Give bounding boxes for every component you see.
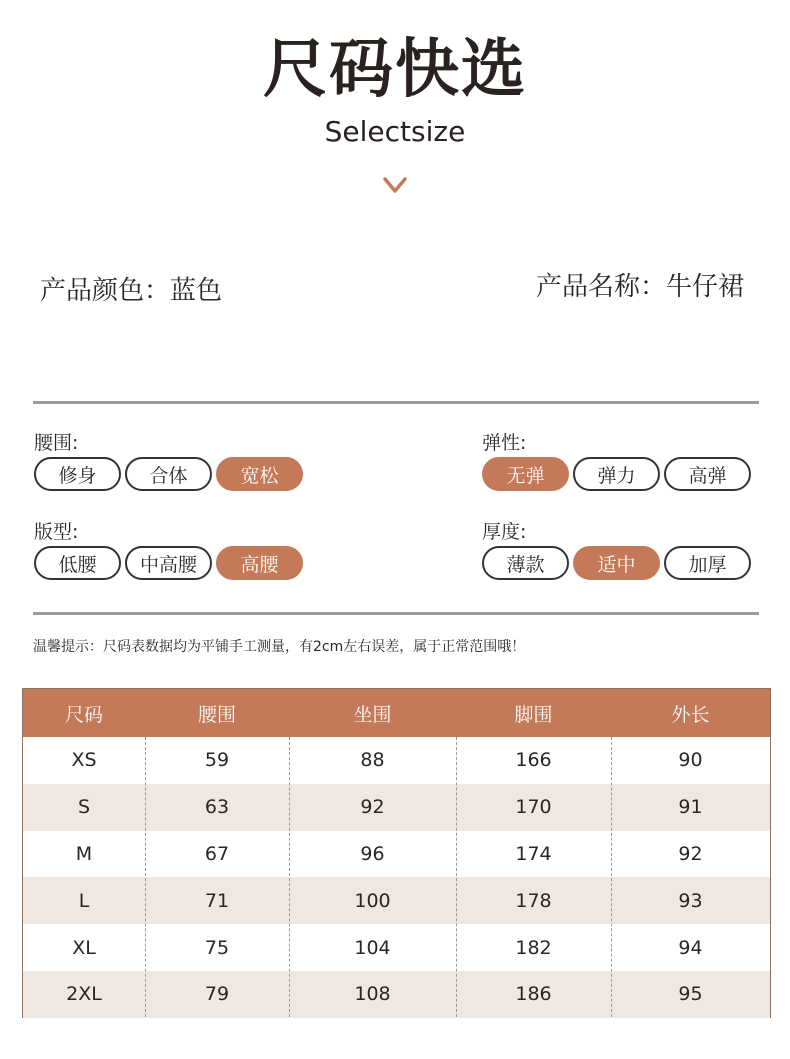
elasticity-option[interactable]: 无弹 [482, 457, 569, 491]
table-header [23, 689, 770, 737]
style-option[interactable]: 中高腰 [125, 546, 212, 580]
table-cell: 71 [204, 889, 230, 912]
elasticity-options [482, 457, 751, 491]
table-cell: 170 [515, 796, 552, 819]
elasticity-option[interactable]: 弹力 [573, 457, 660, 491]
page-subtitle: Selectsize [324, 115, 466, 148]
style-options [34, 546, 303, 580]
table-cell: 104 [354, 936, 391, 959]
table-cell: 100 [354, 889, 391, 912]
column-divider [456, 737, 457, 1017]
table-cell: XS [71, 749, 97, 772]
waist-option[interactable]: 宽松 [216, 457, 303, 491]
style-label: 版型: [34, 521, 79, 543]
table-cell: 63 [204, 796, 230, 819]
waist-options [34, 457, 303, 491]
table-cell: 178 [515, 889, 552, 912]
table-row [23, 737, 770, 784]
style-option[interactable]: 高腰 [216, 546, 303, 580]
thickness-label: 厚度: [482, 521, 527, 543]
table-cell: 96 [360, 842, 385, 865]
size-table [22, 688, 771, 1018]
table-cell: L [78, 889, 90, 912]
table-cell: 182 [515, 936, 552, 959]
table-cell: 88 [360, 749, 385, 772]
table-row [23, 877, 770, 924]
table-cell: 67 [204, 842, 230, 865]
product-color: 产品颜色：蓝色 [40, 276, 223, 306]
table-cell: 174 [515, 842, 552, 865]
header-hip: 坐围 [353, 703, 392, 726]
table-cell: 91 [678, 796, 703, 819]
table-row [23, 971, 770, 1018]
thickness-option[interactable]: 加厚 [664, 546, 751, 580]
table-cell: 2XL [66, 983, 102, 1006]
table-cell: S [77, 796, 91, 819]
table-cell: 95 [678, 983, 703, 1006]
table-cell: 93 [678, 889, 703, 912]
table-row [23, 831, 770, 878]
column-divider [289, 737, 290, 1017]
table-cell: 90 [678, 749, 703, 772]
page-title: 尺码快选 [263, 33, 527, 107]
thickness-option[interactable]: 薄款 [482, 546, 569, 580]
table-cell: XL [72, 936, 96, 959]
style-option[interactable]: 低腰 [34, 546, 121, 580]
table-cell: 92 [678, 842, 703, 865]
table-cell: 59 [204, 749, 230, 772]
chevron-down-icon [382, 176, 408, 194]
table-cell: 75 [204, 936, 230, 959]
waist-option[interactable]: 合体 [125, 457, 212, 491]
table-cell: 92 [360, 796, 385, 819]
header-waist: 腰围 [197, 703, 236, 726]
column-divider [611, 737, 612, 1017]
table-cell: 94 [678, 936, 703, 959]
table-cell: 79 [204, 983, 230, 1006]
header-size: 尺码 [64, 703, 103, 726]
waist-label: 腰围: [34, 432, 79, 454]
table-row [23, 924, 770, 971]
product-name: 产品名称：牛仔裙 [535, 272, 744, 302]
table-cell: 186 [515, 983, 552, 1006]
column-divider [145, 737, 146, 1017]
table-cell: 108 [354, 983, 391, 1006]
elasticity-label: 弹性: [482, 432, 527, 454]
elasticity-option[interactable]: 高弹 [664, 457, 751, 491]
bottom-divider [33, 612, 759, 615]
thickness-options [482, 546, 751, 580]
measurement-tip: 温馨提示：尺码表数据均为平铺手工测量，有2cm左右误差，属于正常范围哦！ [33, 639, 526, 655]
header-hem: 脚围 [514, 703, 553, 726]
table-cell: M [75, 842, 93, 865]
top-divider [33, 401, 759, 404]
header-length: 外长 [671, 703, 710, 726]
waist-option[interactable]: 修身 [34, 457, 121, 491]
table-row [23, 784, 770, 831]
table-cell: 166 [515, 749, 552, 772]
thickness-option[interactable]: 适中 [573, 546, 660, 580]
